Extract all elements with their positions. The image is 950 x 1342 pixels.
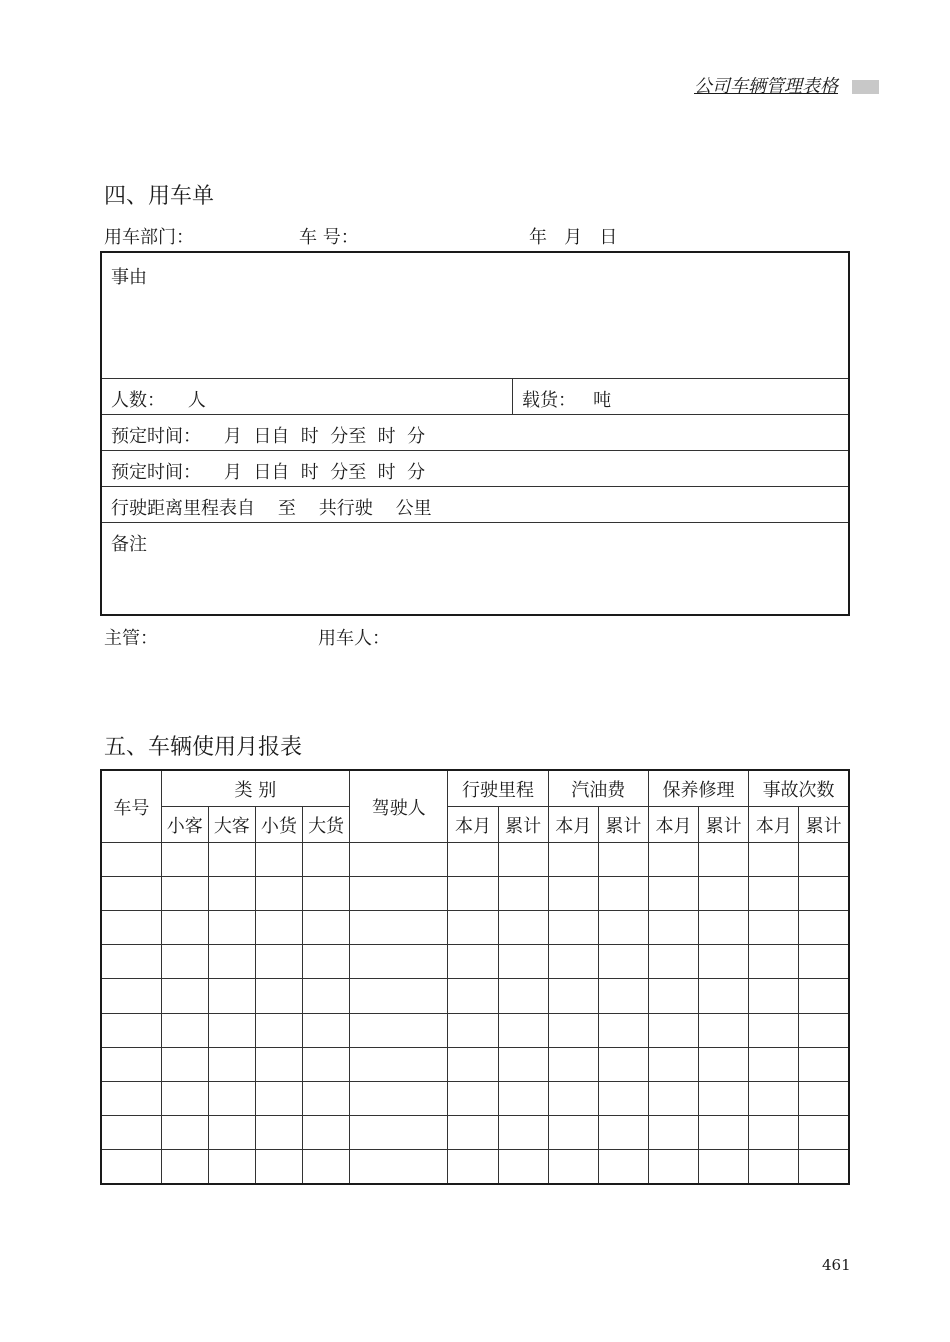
table-row xyxy=(101,1149,849,1184)
table-cell xyxy=(101,877,161,911)
notes-label: 备注 xyxy=(111,534,147,555)
table-cell xyxy=(448,877,498,911)
table-cell xyxy=(598,911,648,945)
dept-label: 用车部门： xyxy=(104,227,194,248)
table-cell xyxy=(648,911,698,945)
table-cell xyxy=(699,945,749,979)
table-cell xyxy=(255,1047,302,1081)
table-cell xyxy=(699,911,749,945)
table-cell xyxy=(699,843,749,877)
table-cell xyxy=(161,877,208,911)
table-cell xyxy=(799,1047,849,1081)
table-cell xyxy=(302,979,349,1013)
fuel-cumulative: 累计 xyxy=(598,807,648,843)
header-decor-bar xyxy=(852,80,879,94)
table-cell xyxy=(749,979,799,1013)
table-cell xyxy=(101,1047,161,1081)
table-cell xyxy=(302,1115,349,1149)
table-cell xyxy=(208,1115,255,1149)
table-cell xyxy=(448,979,498,1013)
table-cell xyxy=(448,1115,498,1149)
table-cell xyxy=(699,979,749,1013)
table-cell xyxy=(101,1013,161,1047)
table-cell xyxy=(448,843,498,877)
table-row xyxy=(101,1013,849,1047)
col-fuel: 汽油费 xyxy=(548,770,648,807)
reason-row xyxy=(102,253,848,378)
table-row xyxy=(101,1115,849,1149)
table-cell xyxy=(101,945,161,979)
people-cargo-row xyxy=(102,378,848,414)
car-no-label: 车 号： xyxy=(299,227,359,248)
table-cell xyxy=(161,1149,208,1184)
cargo-label: 载货： 吨 xyxy=(522,390,612,411)
table-row xyxy=(101,979,849,1013)
table-cell xyxy=(598,1081,648,1115)
mileage-this-month: 本月 xyxy=(448,807,498,843)
table-cell xyxy=(101,979,161,1013)
table-cell xyxy=(302,1047,349,1081)
report-body xyxy=(101,843,849,1184)
schedule-label-1: 预定时间： 月 日自 时 分至 时 分 xyxy=(111,426,426,447)
header-row-1 xyxy=(101,770,849,807)
maintenance-this-month: 本月 xyxy=(648,807,698,843)
table-cell xyxy=(161,1013,208,1047)
table-row xyxy=(101,911,849,945)
supervisor-label: 主管： xyxy=(104,628,158,649)
table-cell xyxy=(255,1013,302,1047)
table-cell xyxy=(699,1013,749,1047)
table-cell xyxy=(302,877,349,911)
table-cell xyxy=(208,945,255,979)
sub-small-passenger: 小客 xyxy=(161,807,208,843)
table-cell xyxy=(799,1149,849,1184)
table-cell xyxy=(648,945,698,979)
schedule-label-2: 预定时间： 月 日自 时 分至 时 分 xyxy=(111,462,426,483)
table-cell xyxy=(548,979,598,1013)
table-cell xyxy=(648,1047,698,1081)
schedule-row-2 xyxy=(102,450,848,486)
table-cell xyxy=(648,843,698,877)
header-row-2 xyxy=(101,807,849,843)
table-cell xyxy=(101,1081,161,1115)
table-cell xyxy=(101,843,161,877)
table-cell xyxy=(350,1047,448,1081)
table-cell xyxy=(208,843,255,877)
monthly-report-table xyxy=(100,769,850,1185)
table-cell xyxy=(448,1149,498,1184)
notes-row xyxy=(102,522,848,614)
col-accidents: 事故次数 xyxy=(749,770,849,807)
table-row xyxy=(101,877,849,911)
table-cell xyxy=(208,1149,255,1184)
table-cell xyxy=(548,911,598,945)
schedule-row-1 xyxy=(102,414,848,450)
mileage-cumulative: 累计 xyxy=(498,807,548,843)
table-cell xyxy=(255,945,302,979)
table-cell xyxy=(749,1013,799,1047)
table-cell xyxy=(302,945,349,979)
table-cell xyxy=(749,1115,799,1149)
table-cell xyxy=(255,1081,302,1115)
col-car-no: 车号 xyxy=(101,770,161,843)
table-cell xyxy=(548,945,598,979)
table-cell xyxy=(161,945,208,979)
table-cell xyxy=(161,1047,208,1081)
col-driver: 驾驶人 xyxy=(350,770,448,843)
table-cell xyxy=(498,843,548,877)
table-cell xyxy=(548,1115,598,1149)
table-cell xyxy=(699,1047,749,1081)
table-cell xyxy=(302,911,349,945)
distance-row xyxy=(102,486,848,522)
table-row xyxy=(101,945,849,979)
table-cell xyxy=(101,1115,161,1149)
table-cell xyxy=(648,979,698,1013)
table-cell xyxy=(448,1013,498,1047)
table-cell xyxy=(498,1013,548,1047)
table-cell xyxy=(302,1013,349,1047)
table-cell xyxy=(548,1081,598,1115)
table-cell xyxy=(448,1047,498,1081)
table-cell xyxy=(302,843,349,877)
maintenance-cumulative: 累计 xyxy=(699,807,749,843)
table-cell xyxy=(498,1081,548,1115)
table-cell xyxy=(161,979,208,1013)
table-cell xyxy=(598,945,648,979)
table-cell xyxy=(448,1081,498,1115)
table-cell xyxy=(255,979,302,1013)
table-cell xyxy=(799,1081,849,1115)
table-cell xyxy=(302,1149,349,1184)
table-cell xyxy=(448,911,498,945)
sub-large-cargo: 大货 xyxy=(302,807,349,843)
table-cell xyxy=(255,843,302,877)
table-cell xyxy=(598,979,648,1013)
table-cell xyxy=(699,877,749,911)
table-cell xyxy=(598,877,648,911)
table-cell xyxy=(749,1149,799,1184)
header-title: 公司车辆管理表格 xyxy=(694,76,838,97)
col-maintenance: 保养修理 xyxy=(648,770,748,807)
table-cell xyxy=(208,1047,255,1081)
table-cell xyxy=(350,877,448,911)
table-cell xyxy=(749,945,799,979)
table-cell xyxy=(548,1013,598,1047)
table-cell xyxy=(598,1047,648,1081)
table-cell xyxy=(350,1115,448,1149)
table-cell xyxy=(208,1013,255,1047)
table-cell xyxy=(648,1081,698,1115)
table-cell xyxy=(255,911,302,945)
table-row xyxy=(101,1081,849,1115)
table-cell xyxy=(749,877,799,911)
table-cell xyxy=(648,1149,698,1184)
table-cell xyxy=(161,1081,208,1115)
date-label: 年 月 日 xyxy=(529,227,618,248)
sub-large-passenger: 大客 xyxy=(208,807,255,843)
table-cell xyxy=(350,979,448,1013)
table-cell xyxy=(598,843,648,877)
table-cell xyxy=(302,1081,349,1115)
table-cell xyxy=(208,1081,255,1115)
section4-title: 四、用车单 xyxy=(104,184,215,209)
table-cell xyxy=(498,979,548,1013)
col-category: 类 别 xyxy=(161,770,349,807)
table-cell xyxy=(598,1149,648,1184)
table-cell xyxy=(799,1013,849,1047)
distance-label: 行驶距离里程表自 至 共行驶 公里 xyxy=(111,498,432,519)
table-row xyxy=(101,843,849,877)
table-cell xyxy=(350,1013,448,1047)
table-cell xyxy=(208,979,255,1013)
table-cell xyxy=(799,911,849,945)
col-mileage: 行驶里程 xyxy=(448,770,548,807)
table-cell xyxy=(749,843,799,877)
table-cell xyxy=(498,945,548,979)
accidents-this-month: 本月 xyxy=(749,807,799,843)
table-cell xyxy=(208,911,255,945)
table-cell xyxy=(498,1115,548,1149)
table-cell xyxy=(749,1081,799,1115)
table-cell xyxy=(598,1115,648,1149)
table-cell xyxy=(548,1047,598,1081)
table-cell xyxy=(799,877,849,911)
table-cell xyxy=(255,877,302,911)
vehicle-request-form xyxy=(100,251,850,616)
accidents-cumulative: 累计 xyxy=(799,807,849,843)
table-cell xyxy=(799,843,849,877)
table-cell xyxy=(548,877,598,911)
table-cell xyxy=(350,945,448,979)
table-cell xyxy=(648,1115,698,1149)
table-cell xyxy=(350,1081,448,1115)
table-cell xyxy=(799,945,849,979)
table-cell xyxy=(699,1149,749,1184)
user-label: 用车人： xyxy=(318,628,390,649)
table-cell xyxy=(799,1115,849,1149)
table-cell xyxy=(699,1115,749,1149)
table-cell xyxy=(749,911,799,945)
table-cell xyxy=(350,1149,448,1184)
reason-label: 事由 xyxy=(111,267,147,288)
table-cell xyxy=(548,843,598,877)
table-cell xyxy=(799,979,849,1013)
table-row xyxy=(101,1047,849,1081)
table-cell xyxy=(350,843,448,877)
table-cell xyxy=(498,877,548,911)
table-cell xyxy=(498,911,548,945)
table-cell xyxy=(548,1149,598,1184)
page-number: 461 xyxy=(822,1256,851,1274)
table-cell xyxy=(255,1149,302,1184)
table-cell xyxy=(350,911,448,945)
table-cell xyxy=(598,1013,648,1047)
people-label: 人数： 人 xyxy=(111,390,206,411)
table-cell xyxy=(161,911,208,945)
table-cell xyxy=(208,877,255,911)
table-cell xyxy=(498,1149,548,1184)
table-cell xyxy=(101,911,161,945)
table-cell xyxy=(448,945,498,979)
table-cell xyxy=(749,1047,799,1081)
row-divider xyxy=(512,379,513,414)
table-cell xyxy=(648,1013,698,1047)
table-cell xyxy=(255,1115,302,1149)
table-cell xyxy=(699,1081,749,1115)
table-cell xyxy=(101,1149,161,1184)
table-cell xyxy=(161,843,208,877)
table-cell xyxy=(161,1115,208,1149)
fuel-this-month: 本月 xyxy=(548,807,598,843)
sub-small-cargo: 小货 xyxy=(255,807,302,843)
table-cell xyxy=(648,877,698,911)
table-cell xyxy=(498,1047,548,1081)
section5-title: 五、车辆使用月报表 xyxy=(104,735,303,760)
